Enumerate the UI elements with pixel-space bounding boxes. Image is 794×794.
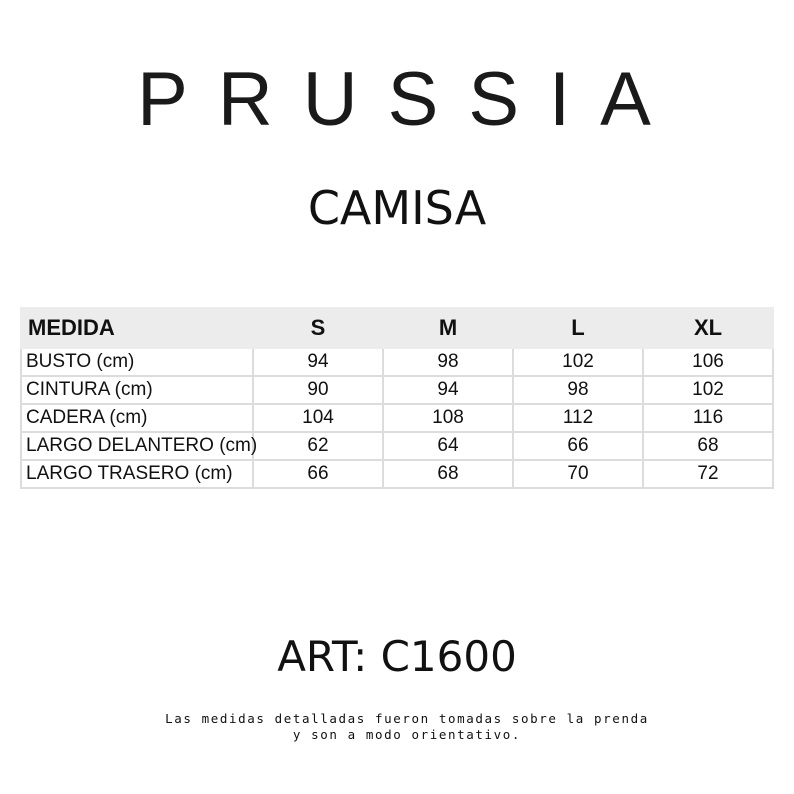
row-label: LARGO TRASERO (cm) (21, 460, 253, 488)
column-header-medida: MEDIDA (21, 308, 253, 348)
size-table (20, 307, 774, 489)
table-cell: 94 (253, 348, 383, 376)
table-cell: 62 (253, 432, 383, 460)
table-cell: 116 (643, 404, 773, 432)
table-cell: 66 (513, 432, 643, 460)
product-title: CAMISA (307, 181, 487, 235)
column-header-s: S (253, 308, 383, 348)
measurement-note-line-2: y son a modo orientativo. (292, 727, 522, 742)
table-cell: 98 (513, 376, 643, 404)
measurement-note (0, 711, 794, 743)
table-row (21, 404, 773, 432)
table-cell: 68 (383, 460, 513, 488)
table-cell: 72 (643, 460, 773, 488)
measurement-note-line-1: Las medidas detalladas fueron tomadas sobre la prenda (165, 711, 649, 726)
table-cell: 112 (513, 404, 643, 432)
table-cell: 98 (383, 348, 513, 376)
table-row (21, 348, 773, 376)
table-cell: 68 (643, 432, 773, 460)
table-cell: 90 (253, 376, 383, 404)
table-cell: 104 (253, 404, 383, 432)
column-header-xl: XL (643, 308, 773, 348)
column-header-l: L (513, 308, 643, 348)
table-cell: 66 (253, 460, 383, 488)
row-label: LARGO DELANTERO (cm) (21, 432, 253, 460)
table-cell: 94 (383, 376, 513, 404)
table-cell: 64 (383, 432, 513, 460)
column-header-m: M (383, 308, 513, 348)
row-label: CADERA (cm) (21, 404, 253, 432)
table-row (21, 432, 773, 460)
table-cell: 102 (513, 348, 643, 376)
table-row (21, 376, 773, 404)
table-header-row (21, 308, 773, 348)
row-label: CINTURA (cm) (21, 376, 253, 404)
table-cell: 106 (643, 348, 773, 376)
table-cell: 70 (513, 460, 643, 488)
brand-logo: PRUSSIA (137, 57, 681, 142)
table-cell: 108 (383, 404, 513, 432)
row-label: BUSTO (cm) (21, 348, 253, 376)
table-cell: 102 (643, 376, 773, 404)
table-row (21, 460, 773, 488)
article-code: ART: C1600 (277, 632, 517, 681)
